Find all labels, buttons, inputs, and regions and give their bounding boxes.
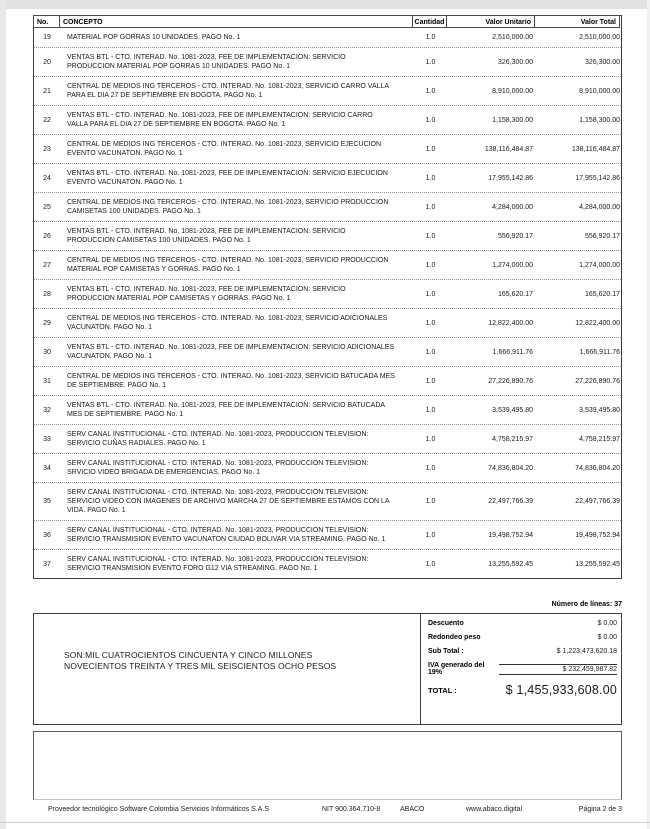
bottom-rule: [0, 822, 650, 823]
row-cantidad: 1.0: [425, 145, 436, 153]
row-valor-unitario: 4,758,215.97: [492, 435, 533, 443]
table-row: [34, 280, 621, 309]
row-valor-unitario: 138,116,484.87: [484, 145, 533, 153]
page-footer: [0, 806, 650, 818]
table-row: [34, 483, 621, 521]
table-row: [34, 164, 621, 193]
row-no: 20: [43, 58, 51, 66]
table-row: [34, 48, 621, 77]
row-valor-total: 19,498,752.94: [575, 531, 620, 539]
row-valor-total: 4,758,215.97: [579, 435, 620, 443]
row-concepto: CENTRAL DE MEDIOS ING TERCEROS - CTO. INTERAD. No. 1081-2023, SERVICIO PRODUCCION CAMISETAS 100 UNIDADES. PAGO No. 1: [67, 199, 389, 215]
iva-value: $ 232,459,987.82: [499, 664, 617, 675]
row-cantidad: 1.0: [425, 290, 436, 298]
row-no: 28: [43, 290, 51, 298]
footer-provider: Proveedor tecnológico Software Colombia Servicios Informáticos S.A.S: [48, 806, 269, 813]
page-edge-top: [0, 0, 650, 9]
table-row: [34, 193, 621, 222]
row-no: 26: [43, 232, 51, 240]
row-valor-unitario: 556,920.17: [497, 232, 533, 240]
amount-in-words: SON:MIL CUATROCIENTOS CINCUENTA Y CINCO MILLONES NOVECIENTOS TREINTA Y TRES MIL SEISCIENTOS OCHO PESOS: [64, 649, 337, 671]
row-cantidad: 1.0: [425, 560, 436, 568]
total-row-redondeo: [428, 634, 617, 641]
total-row-subtotal: [428, 648, 617, 655]
row-concepto: CENTRAL DE MEDIOS ING TERCEROS - CTO. INTERAD. No. 1081-2023, SERVICIO ADICIONALES VACUNATON. PAGO No. 1: [67, 315, 388, 331]
table-header-row: [34, 16, 621, 28]
header-cell-valor-unitario: Valor Unitario: [446, 15, 535, 28]
row-concepto: VENTAS BTL - CTO. INTERAD. No. 1081-2023, FEE DE IMPLEMENTACION: SERVICIO PRODUCCION MATERIAL POP GORRAS 10 UNIDADES. PAGO No. 1: [67, 54, 346, 70]
table-body: [34, 28, 621, 578]
row-cantidad: 1.0: [425, 232, 436, 240]
header-cell-cantidad: Cantidad: [412, 15, 447, 28]
invoice-items-table: [33, 15, 622, 579]
table-row: [34, 367, 621, 396]
table-row: [34, 77, 621, 106]
redondeo-label: Redondeo peso: [428, 634, 481, 641]
row-valor-unitario: 1,158,300.00: [492, 116, 533, 124]
descuento-label: Descuento: [428, 620, 464, 627]
table-row: [34, 106, 621, 135]
row-valor-total: 13,255,592.45: [575, 560, 620, 568]
row-concepto: SERV CANAL INSTITUCIONAL - CTO. INTERAD. No. 1081-2023, PRODUCCION TELEVISION: SERVICIO TRANSMISION EVENTO VACUNATON CIUDAD BOLIVAR VIA STREAMING. PAGO No. 1: [67, 527, 386, 543]
row-cantidad: 1.0: [425, 174, 436, 182]
row-cantidad: 1.0: [425, 406, 436, 414]
row-valor-total: 556,920.17: [584, 232, 620, 240]
subtotal-label: Sub Total :: [428, 648, 464, 655]
row-valor-unitario: 1,274,000.00: [492, 261, 533, 269]
row-no: 27: [43, 261, 51, 269]
table-row: [34, 222, 621, 251]
row-no: 22: [43, 116, 51, 124]
row-concepto: VENTAS BTL - CTO. INTERAD. No. 1081-2023, FEE DE IMPLEMENTACION: SERVICIO CARRO VALLA PARA EL DIA 27 DE SEPTIEMBRE EN BOGOTA. PAGO No. 1: [67, 112, 373, 128]
row-cantidad: 1.0: [425, 203, 436, 211]
table-row: [34, 521, 621, 550]
row-cantidad: 1.0: [425, 531, 436, 539]
row-valor-total: 8,910,000.00: [579, 87, 620, 95]
header-cell-valor-total: Valor Total: [534, 15, 620, 28]
total-row-iva: [428, 662, 617, 676]
footer-brand: ABACO: [400, 806, 425, 813]
iva-label: IVA generado del 19%: [428, 662, 485, 676]
total-row-grand: [428, 683, 617, 697]
table-row: [34, 251, 621, 280]
row-valor-total: 2,510,000.00: [579, 34, 620, 41]
row-no: 33: [43, 435, 51, 443]
row-valor-unitario: 8,910,000.00: [492, 87, 533, 95]
grand-total-label: TOTAL :: [428, 685, 457, 695]
row-valor-unitario: 4,284,000.00: [492, 203, 533, 211]
row-valor-total: 12,822,400.00: [575, 319, 620, 327]
row-concepto: MATERIAL POP GORRAS 10 UNIDADES. PAGO No. 1: [67, 34, 241, 41]
row-cantidad: 1.0: [425, 319, 436, 327]
table-row: [34, 135, 621, 164]
footer-website: www.abaco.digital: [466, 806, 523, 813]
row-valor-total: 1,666,911.76: [579, 348, 620, 356]
row-no: 19: [43, 34, 51, 41]
totals-box: [33, 613, 622, 725]
row-valor-total: 165,620.17: [584, 290, 620, 298]
row-valor-unitario: 1,666,911.76: [492, 348, 533, 356]
grand-total-value: $ 1,455,933,608.00: [505, 683, 617, 697]
row-valor-total: 1,274,000.00: [579, 261, 620, 269]
row-concepto: VENTAS BTL - CTO. INTERAD. No. 1081-2023, FEE DE IMPLEMENTACION: SERVICIO EJECUCION EVENTO VACUNATON. PAGO No. 1: [67, 170, 388, 186]
row-concepto: VENTAS BTL - CTO. INTERAD. No. 1081-2023, FEE DE IMPLEMENTACION: SERVICIO BATUCADA MES DE SEPTIEMBRE. PAGO No. 1: [67, 402, 385, 418]
row-cantidad: 1.0: [425, 464, 436, 472]
table-row: [34, 454, 621, 483]
row-valor-total: 17,955,142.86: [575, 174, 620, 182]
row-valor-unitario: 13,255,592.45: [488, 560, 533, 568]
row-valor-total: 22,497,766.39: [575, 498, 620, 505]
row-valor-total: 326,300.00: [584, 58, 620, 66]
table-row: [34, 28, 621, 48]
totals-panel: [421, 614, 621, 724]
row-no: 30: [43, 348, 51, 356]
redondeo-value: $ 0.00: [597, 634, 617, 641]
row-concepto: CENTRAL DE MEDIOS ING TERCEROS - CTO. INTERAD. No. 1081-2023, SERVICIO CARRO VALLA PARA EL DIA 27 DE SEPTIEMBRE EN BOGOTA. PAGO No. 1: [67, 83, 389, 99]
row-cantidad: 1.0: [425, 58, 436, 66]
row-cantidad: 1.0: [425, 87, 436, 95]
table-row: [34, 550, 621, 578]
row-valor-total: 27,226,890.76: [575, 377, 620, 385]
row-valor-total: 138,116,484.87: [571, 145, 620, 153]
row-cantidad: 1.0: [425, 116, 436, 124]
lines-count: Número de líneas: 37: [551, 601, 622, 608]
row-no: 29: [43, 319, 51, 327]
table-row: [34, 338, 621, 367]
row-no: 37: [43, 560, 51, 568]
row-valor-total: 74,836,804.20: [575, 464, 620, 472]
row-valor-unitario: 27,226,890.76: [488, 377, 533, 385]
row-concepto: CENTRAL DE MEDIOS ING TERCEROS - CTO. INTERAD. No. 1081-2023, SERVICIO PRODUCCION MATERIAL POP CAMISETAS Y GORRAS. PAGO No. 1: [67, 257, 389, 273]
row-cantidad: 1.0: [425, 348, 436, 356]
table-row: [34, 309, 621, 338]
row-valor-unitario: 12,822,400.00: [488, 319, 533, 327]
row-cantidad: 1.0: [425, 261, 436, 269]
row-valor-unitario: 3,539,495.80: [492, 406, 533, 414]
remarks-box: [33, 731, 622, 800]
row-cantidad: 1.0: [425, 435, 436, 443]
row-concepto: SERV CANAL INSTITUCIONAL - CTO. INTERAD. No. 1081-2023, PRODUCCION TELEVISION: SERVICIO VIDEO CON IMAGENES DE ARCHIVO MARCHA 27 DE SEPTIEMBRE ESTAMOS CON LA VIDA. PAGO No. 1: [67, 489, 390, 514]
row-cantidad: 1.0: [425, 377, 436, 385]
row-concepto: VENTAS BTL - CTO. INTERAD. No. 1081-2023, FEE DE IMPLEMENTACION: SERVICIO ADICIONALES VACUNATON. PAGO No. 1: [67, 344, 395, 360]
row-valor-unitario: 326,300.00: [497, 58, 533, 66]
footer-nit: NIT 900.364.710-8: [322, 806, 381, 813]
row-valor-total: 4,284,000.00: [579, 203, 620, 211]
row-valor-total: 3,539,495.80: [579, 406, 620, 414]
subtotal-value: $ 1,223,473,620.18: [556, 648, 617, 655]
row-no: 25: [43, 203, 51, 211]
row-no: 23: [43, 145, 51, 153]
row-valor-unitario: 74,836,804.20: [488, 464, 533, 472]
row-no: 36: [43, 531, 51, 539]
row-no: 34: [43, 464, 51, 472]
row-no: 35: [43, 498, 51, 505]
row-no: 21: [43, 87, 51, 95]
header-cell-concepto: CONCEPTO: [59, 15, 413, 28]
row-valor-unitario: 2,510,000.00: [492, 34, 533, 41]
row-concepto: VENTAS BTL - CTO. INTERAD. No. 1081-2023, FEE DE IMPLEMENTACION: SERVICIO PRODUCCION MATERIAL POP CAMISETAS Y GORRAS. PAGO No. 1: [67, 286, 346, 302]
total-row-descuento: [428, 620, 617, 627]
table-row: [34, 425, 621, 454]
row-cantidad: 1.0: [425, 498, 436, 505]
descuento-value: $ 0.00: [597, 620, 617, 627]
row-concepto: SERV CANAL INSTITUCIONAL - CTO. INTERAD. No. 1081-2023, PRODUCCION TELEVISION: SERVICIO TRANSMISION EVENTO FORO G12 VIA STREAMING. PAGO No. 1: [67, 556, 369, 572]
row-concepto: SERV CANAL INSTITUCIONAL - CTO. INTERAD. No. 1081-2023, PRODUCCION TELEVISION: SERVICIO CUÑAS RADIALES. PAGO No. 1: [67, 431, 369, 447]
row-cantidad: 1.0: [425, 34, 436, 41]
row-no: 24: [43, 174, 51, 182]
row-concepto: CENTRAL DE MEDIOS ING TERCEROS - CTO. INTERAD. No. 1081-2023, SERVICIO BATUCADA MES DE SEPTIEMBRE. PAGO No. 1: [67, 373, 395, 389]
row-concepto: VENTAS BTL - CTO. INTERAD. No. 1081-2023, FEE DE IMPLEMENTACION: SERVICIO PRODUCCION CAMISETAS 100 UNIDADES. PAGO No. 1: [67, 228, 346, 244]
page-edge-left: [0, 0, 6, 829]
row-concepto: CENTRAL DE MEDIOS ING TERCEROS - CTO. INTERAD. No. 1081-2023, SERVICIO EJECUCION EVENTO VACUNATON. PAGO No. 1: [67, 141, 382, 157]
row-valor-unitario: 165,620.17: [497, 290, 533, 298]
row-no: 31: [43, 377, 51, 385]
row-valor-unitario: 19,498,752.94: [488, 531, 533, 539]
row-concepto: SERV CANAL INSTITUCIONAL - CTO. INTERAD. No. 1081-2023, PRODUCCION TELEVISION: SRVICIO VIDEO BRIGADA DE EMERGENCIAS. PAGO No. 1: [67, 460, 369, 476]
row-valor-total: 1,158,300.00: [579, 116, 620, 124]
table-row: [34, 396, 621, 425]
row-no: 32: [43, 406, 51, 414]
footer-page-number: Página 2 de 3: [578, 806, 622, 813]
header-cell-no: No.: [33, 15, 60, 28]
row-valor-unitario: 22,497,766.39: [488, 498, 533, 505]
row-valor-unitario: 17,955,142.86: [488, 174, 533, 182]
amount-in-words-cell: [34, 614, 421, 724]
